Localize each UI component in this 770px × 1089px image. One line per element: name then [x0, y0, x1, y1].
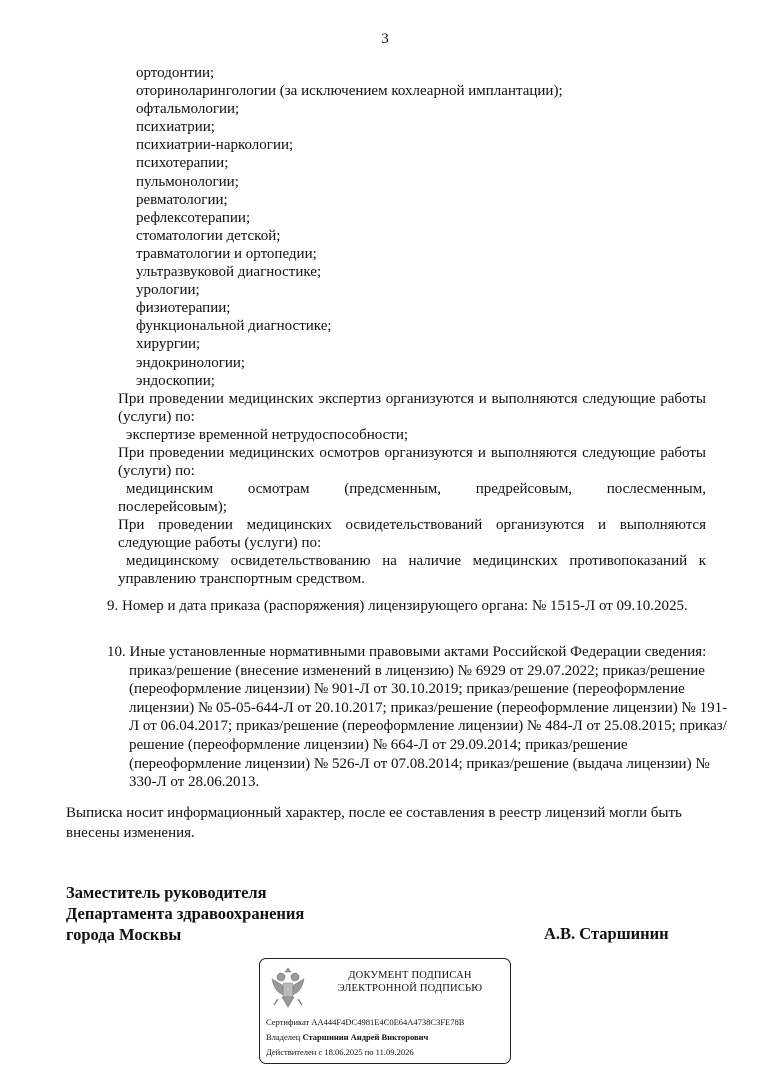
specialty-item: психотерапии; — [136, 155, 229, 172]
certificate-label: Сертификат — [266, 1017, 310, 1027]
specialty-item: психиатрии; — [136, 119, 215, 136]
specialty-item: функциональной диагностике; — [136, 318, 332, 335]
expertise-item: экспертизе временной нетрудоспособности; — [126, 427, 409, 443]
signatory-line-3: города Москвы — [66, 925, 182, 944]
specialty-item: урологии; — [136, 282, 200, 299]
signatory-title — [66, 882, 304, 945]
owner-value: Старшинин Андрей Викторович — [302, 1032, 429, 1042]
stamp-title — [320, 969, 500, 995]
stamp-title-line-2: ЭЛЕКТРОННОЙ ПОДПИСЬЮ — [337, 983, 483, 994]
certifications-item: медицинскому освидетельствованию на наличие медицинских противопоказаний к управлению транспортным средством. — [118, 553, 706, 588]
examinations-item-line1: медицинским осмотрам (предсменным, предрейсовым, послесменным, — [126, 481, 706, 497]
expertise-heading: При проведении медицинских экспертиз организуются и выполняются следующие работы (услуги) по: — [118, 391, 706, 426]
specialties-list — [136, 64, 563, 390]
e-signature-stamp — [259, 958, 511, 1064]
certificate-row — [266, 1015, 464, 1030]
specialty-item: эндокринологии; — [136, 354, 246, 371]
specialty-item: физиотерапии; — [136, 300, 231, 317]
specialty-item: стоматологии детской; — [136, 227, 281, 244]
specialty-item: ортодонтии; — [136, 65, 215, 81]
stamp-details — [266, 1015, 464, 1060]
section-9: 9. Номер и дата приказа (распоряжения) лицензирующего органа: № 1515-Л от 09.10.2025. — [107, 598, 688, 614]
validity-period: Действителен с 18.06.2025 по 11.09.2026 — [266, 1047, 414, 1057]
disclaimer-note: Выписка носит информационный характер, после ее составления в реестр лицензий могли быть внесены изменения. — [66, 805, 682, 841]
specialty-item: травматологии и ортопедии; — [136, 245, 317, 262]
examinations-item-line2: послерейсовым); — [118, 499, 227, 515]
specialty-item: ревматологии; — [136, 191, 228, 208]
certificate-value: AA444F4DC4981E4C0E64A4738C3FE78B — [311, 1017, 465, 1027]
page-number: 3 — [381, 31, 389, 47]
stamp-title-line-1: ДОКУМЕНТ ПОДПИСАН — [348, 970, 472, 981]
owner-label: Владелец — [266, 1032, 301, 1042]
specialty-item: пульмонологии; — [136, 173, 239, 190]
section-10: 10. Иные установленные нормативными правовыми актами Российской Федерации сведения: приказ/решение (внесение изменений в лицензию) № 6929 от 29.07.2022; приказ/решение (переоформление лицензии) № 901-Л от 30.10.2019; приказ/решение (переоформление лицензии) № 05-05-644-Л от 20.10.2017; приказ/решение (переоформление лицензии) № 191-Л от 06.04.2017; приказ/решение (переоформление лицензии) № 484-Л от 25.08.2015; приказ/решение (переоформление лицензии) № 664-Л от 29.09.2014; приказ/решение (переоформление лицензии) № 526-Л от 07.08.2014; приказ/решение (выдача лицензии) № 330-Л от 28.06.2013. — [107, 644, 728, 791]
examinations-heading: При проведении медицинских осмотров организуются и выполняются следующие работы (услуги) по: — [118, 445, 706, 480]
signatory-line-1: Заместитель руководителя — [66, 883, 267, 902]
specialty-item: психиатрии-наркологии; — [136, 137, 294, 154]
specialty-item: офтальмологии; — [136, 101, 240, 118]
specialty-item: оториноларингологии (за исключением кохлеарной имплантации); — [136, 83, 563, 100]
specialty-item: ультразвуковой диагностике; — [136, 264, 322, 281]
specialty-item: эндоскопии; — [136, 372, 215, 389]
signatory-name: А.В. Старшинин — [544, 924, 669, 943]
signatory-line-2: Департамента здравоохранения — [66, 904, 305, 923]
owner-row — [266, 1030, 464, 1045]
specialty-item: хирургии; — [136, 336, 201, 353]
specialty-item: рефлексотерапии; — [136, 209, 251, 226]
certifications-heading: При проведении медицинских освидетельствований организуются и выполняются следующие работы (услуги) по: — [118, 517, 706, 552]
coat-of-arms-icon — [268, 965, 308, 1011]
